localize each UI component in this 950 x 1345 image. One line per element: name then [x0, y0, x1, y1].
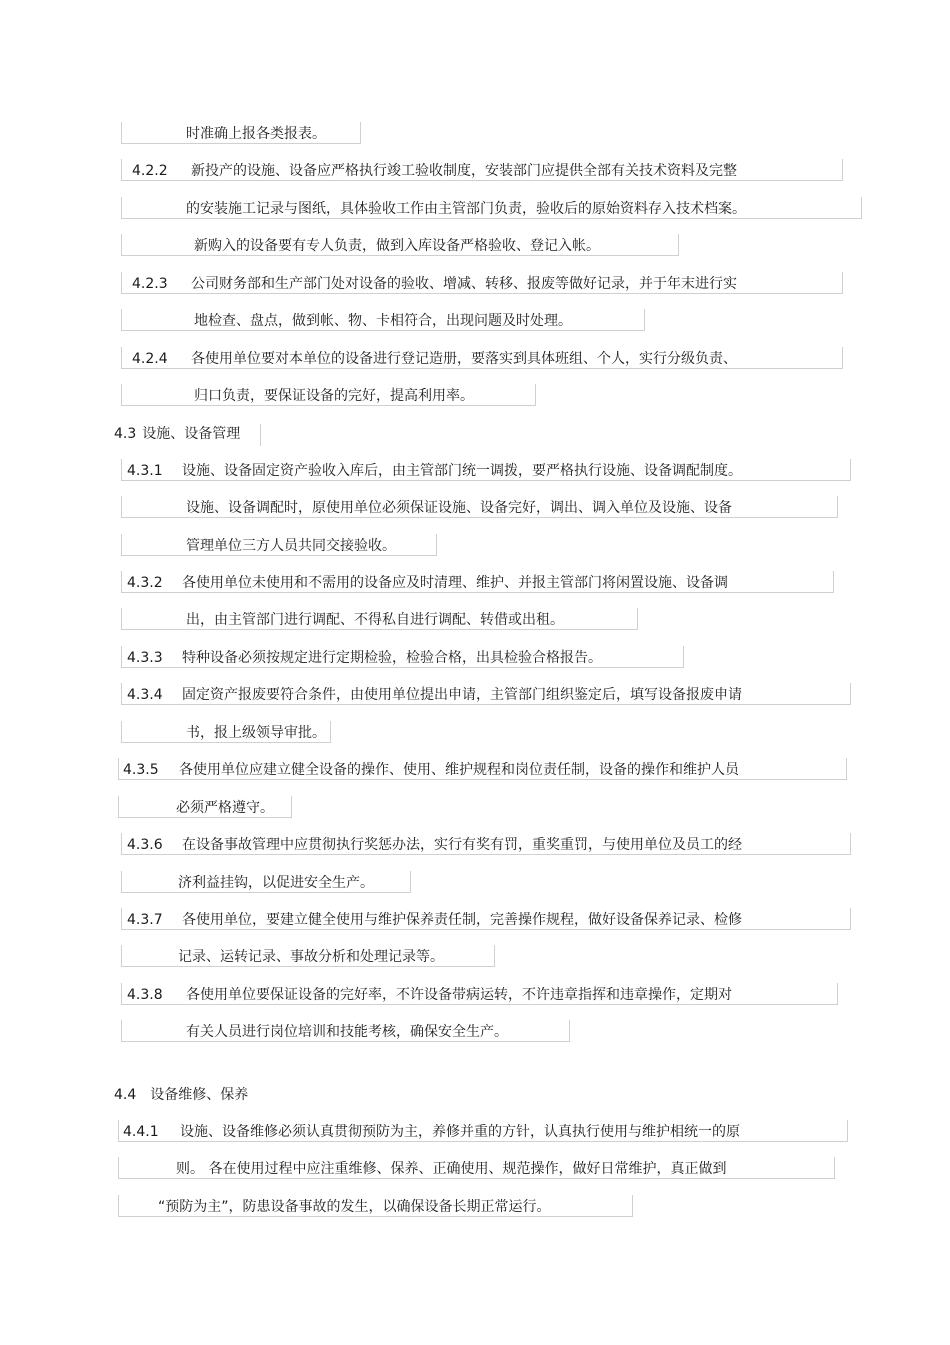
clause-4-2-2-line-3 — [121, 238, 679, 256]
clause-text: 有关人员进行岗位培训和技能考核，确保安全生产。 — [186, 1024, 508, 1040]
clause-text: 各使用单位未使用和不需用的设备应及时清理、维护、并报主管部门将闲置设施、设备调 — [182, 575, 728, 591]
clause-text: 记录、运转记录、事故分析和处理记录等。 — [178, 949, 444, 965]
clause-4-2-4-line-2 — [121, 388, 536, 406]
clause-text: 设施、设备调配时，原使用单位必须保证设施、设备完好，调出、调入单位及设施、设备 — [186, 500, 732, 516]
clause-number: 4.3.2 — [127, 575, 163, 591]
section-title: 设施、设备管理 — [142, 426, 241, 442]
clause-4-3-2-line-1 — [121, 575, 834, 593]
section-title: 设备维修、保养 — [150, 1087, 249, 1103]
clause-number: 4.3.8 — [127, 987, 163, 1003]
clause-4-3-7-line-2 — [121, 949, 495, 967]
section-4-4-heading — [114, 1087, 248, 1104]
clause-4-2-1-line-2 — [121, 126, 361, 144]
clause-text: 特种设备必须按规定进行定期检验，检验合格，出具检验合格报告。 — [182, 650, 602, 666]
clause-number: 4.3.5 — [123, 762, 159, 778]
clause-4-4-1-line-1 — [118, 1124, 848, 1142]
clause-text: 时准确上报各类报表。 — [186, 126, 326, 142]
clause-number: 4.4.1 — [123, 1124, 159, 1140]
clause-text: 书，报上级领导审批。 — [186, 725, 326, 741]
clause-4-2-3-line-1 — [121, 276, 843, 294]
clause-4-2-2-line-2 — [121, 201, 862, 219]
clause-4-3-7-line-1 — [121, 912, 851, 930]
clause-text: 公司财务部和生产部门处对设备的验收、增减、转移、报废等做好记录，并于年末进行实 — [191, 276, 737, 292]
clause-text: 出，由主管部门进行调配、不得私自进行调配、转借或出租。 — [186, 612, 564, 628]
clause-4-3-6-line-1 — [121, 837, 851, 855]
clause-text: 归口负责，要保证设备的完好，提高利用率。 — [194, 388, 474, 404]
clause-text: 各使用单位要对本单位的设备进行登记造册，要落实到具体班组、个人，实行分级负责、 — [191, 351, 737, 367]
clause-text: “预防为主”，防患设备事故的发生，以确保设备长期正常运行。 — [158, 1199, 551, 1215]
clause-4-3-8-line-2 — [121, 1024, 570, 1042]
clause-4-3-8-line-1 — [121, 987, 838, 1005]
clause-4-3-3-line-1 — [121, 650, 684, 668]
clause-number: 4.3.4 — [127, 687, 163, 703]
clause-4-3-6-line-2 — [121, 875, 411, 893]
clause-text: 新投产的设施、设备应严格执行竣工验收制度，安装部门应提供全部有关技术资料及完整 — [191, 163, 737, 179]
clause-4-3-1-line-2 — [121, 500, 838, 518]
clause-text: 设施、设备固定资产验收入库后，由主管部门统一调拨，要严格执行设施、设备调配制度。 — [182, 463, 742, 479]
clause-number: 4.3.7 — [127, 912, 163, 928]
clause-4-3-5-line-2 — [118, 800, 292, 818]
section-number: 4.3 — [114, 426, 137, 442]
clause-text: 则。 各在使用过程中应注重维修、保养、正确使用、规范操作，做好日常维护，真正做到 — [176, 1161, 727, 1177]
clause-4-4-1-line-2 — [118, 1161, 835, 1179]
clause-text: 济利益挂钩，以促进安全生产。 — [178, 875, 374, 891]
clause-text: 设施、设备维修必须认真贯彻预防为主，养修并重的方针，认真执行使用与维护相统一的原 — [180, 1124, 740, 1140]
clause-text: 各使用单位要保证设备的完好率，不许设备带病运转，不许违章指挥和违章操作，定期对 — [186, 987, 732, 1003]
clause-4-3-2-line-2 — [121, 612, 638, 630]
clause-text: 固定资产报废要符合条件，由使用单位提出申请，主管部门组织鉴定后，填写设备报废申请 — [182, 687, 742, 703]
clause-number: 4.2.4 — [132, 351, 168, 367]
clause-4-3-4-line-2 — [121, 725, 331, 743]
clause-number: 4.2.2 — [132, 163, 168, 179]
divider — [260, 424, 261, 446]
clause-text: 地检查、盘点，做到帐、物、卡相符合，出现问题及时处理。 — [194, 313, 572, 329]
clause-number: 4.3.6 — [127, 837, 163, 853]
clause-text: 必须严格遵守。 — [176, 800, 274, 816]
clause-text: 在设备事故管理中应贯彻执行奖惩办法，实行有奖有罚，重奖重罚，与使用单位及员工的经 — [182, 837, 742, 853]
section-4-3-heading — [114, 426, 240, 443]
clause-4-2-4-line-1 — [121, 351, 843, 369]
clause-text: 的安装施工记录与图纸，具体验收工作由主管部门负责，验收后的原始资料存入技术档案。 — [186, 201, 746, 217]
clause-number: 4.2.3 — [132, 276, 168, 292]
section-number: 4.4 — [114, 1087, 137, 1103]
clause-number: 4.3.3 — [127, 650, 163, 666]
clause-4-3-1-line-1 — [121, 463, 851, 481]
clause-text: 管理单位三方人员共同交接验收。 — [186, 538, 396, 554]
clause-4-3-4-line-1 — [121, 687, 851, 705]
clause-4-2-2-line-1 — [121, 163, 843, 181]
clause-4-3-1-line-3 — [121, 538, 437, 556]
clause-4-3-5-line-1 — [118, 762, 847, 780]
clause-text: 各使用单位，要建立健全使用与维护保养责任制，完善操作规程，做好设备保养记录、检修 — [182, 912, 742, 928]
clause-4-4-1-line-3 — [118, 1199, 633, 1217]
clause-text: 新购入的设备要有专人负责，做到入库设备严格验收、登记入帐。 — [194, 238, 600, 254]
clause-number: 4.3.1 — [127, 463, 163, 479]
clause-text: 各使用单位应建立健全设备的操作、使用、维护规程和岗位责任制，设备的操作和维护人员 — [179, 762, 739, 778]
clause-4-2-3-line-2 — [121, 313, 645, 331]
